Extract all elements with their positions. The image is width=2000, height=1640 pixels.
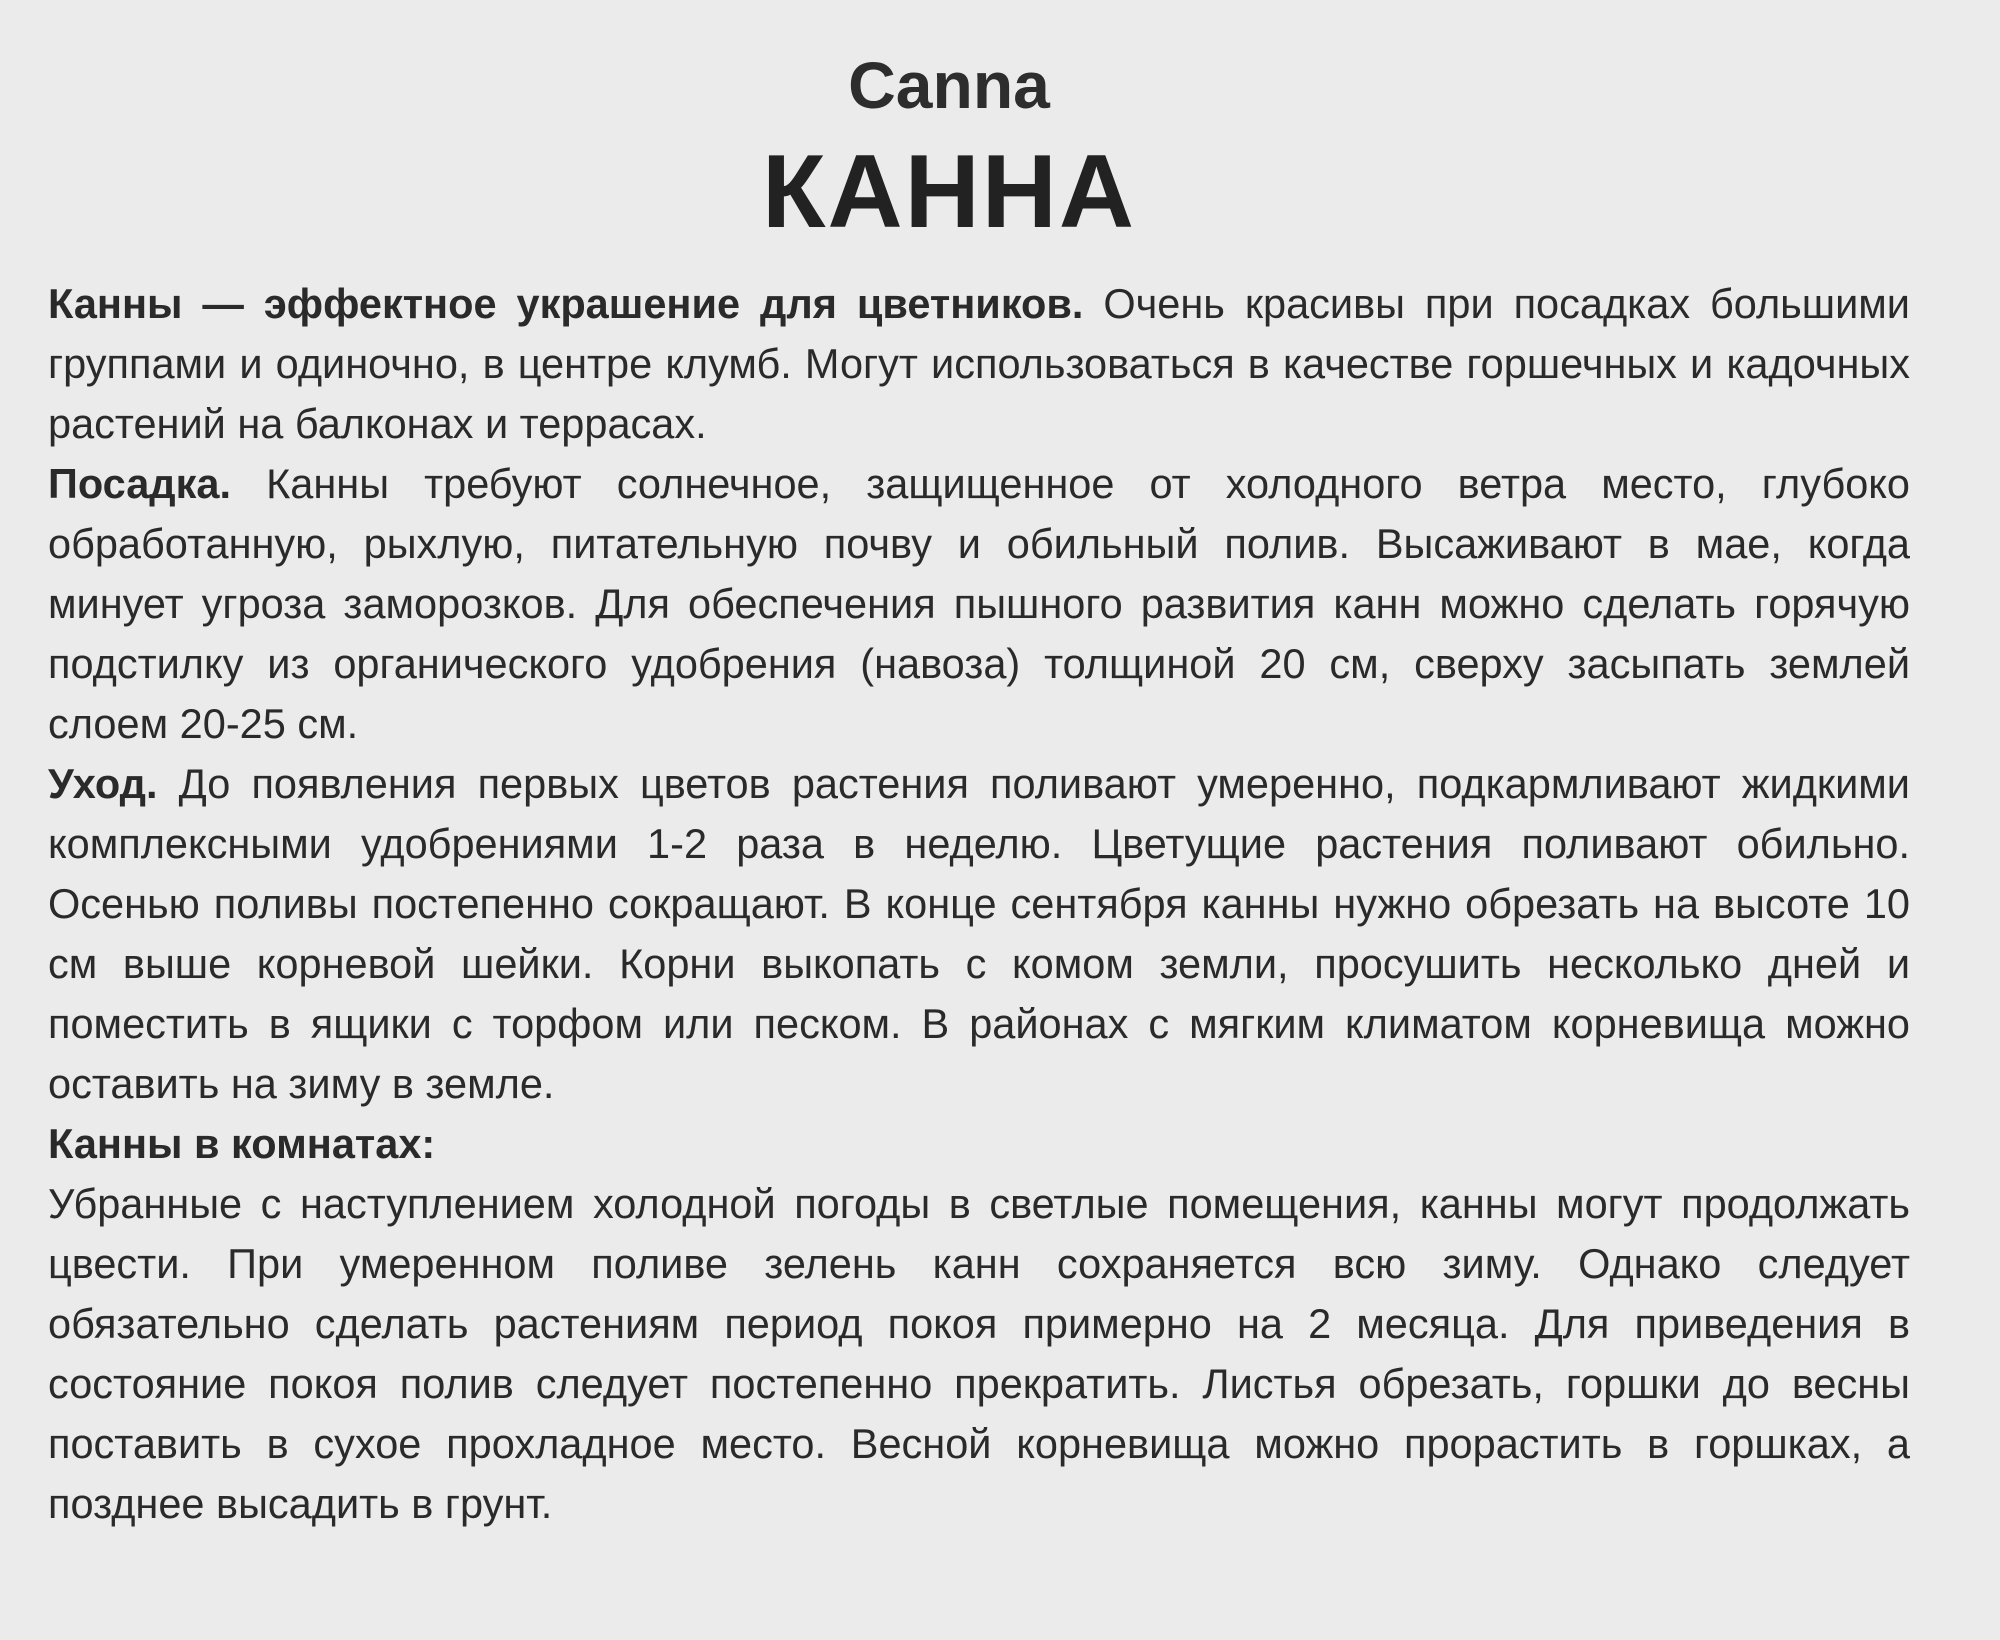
paragraph-intro xyxy=(48,274,1910,454)
latin-title: Canna xyxy=(848,48,1050,122)
rooms-heading: Канны в комнатах: xyxy=(48,1120,436,1167)
paragraph-planting xyxy=(48,454,1910,754)
paragraph-lead: Посадка. xyxy=(48,460,232,507)
paragraph-text: Очень красивы при посадках большими группами и одиночно, в центре клумб. Могут использоваться в качестве горшечных и кадочных растений на балконах и террасах. xyxy=(48,280,1910,447)
paragraph-text: До появления первых цветов растения поливают умеренно, подкармливают жидкими комплексными удобрениями 1-2 раза в неделю. Цветущие растения поливают обильно. Осенью поливы постепенно сокращают. В конце сентября канны нужно обрезать на высоте 10 см выше корневой шейки. Корни выкопать с комом земли, просушить несколько дней и поместить в ящики с торфом или песком. В районах с мягким климатом корневища можно оставить на зиму в земле. xyxy=(48,760,1910,1107)
main-title: КАННА xyxy=(762,134,1136,250)
paragraph-text: Канны требуют солнечное, защищенное от холодного ветра место, глубоко обработанную, рыхлую, питательную почву и обильный полив. Высаживают в мае, когда минует угроза заморозков. Для обеспечения пышного развития канн можно сделать горячую подстилку из органического удобрения (навоза) толщиной 20 см, сверху засыпать землей слоем 20-25 см. xyxy=(48,460,1910,747)
paragraph-rooms: Убранные с наступлением холодной погоды в светлые помещения, канны могут продолжать цвести. При умеренном поливе зелень канн сохраняется всю зиму. Однако следует обязательно сделать растениям период покоя примерно на 2 месяца. Для приведения в состояние покоя полив следует постепенно прекратить. Листья обрезать, горшки до весны поставить в сухое прохладное место. Весной корневища можно прорастить в горшках, а позднее высадить в грунт. xyxy=(48,1180,1910,1527)
paragraph-lead: Уход. xyxy=(48,760,158,807)
paragraph-care xyxy=(48,754,1910,1114)
paragraph-lead: Канны — эффектное украшение для цветников. xyxy=(48,280,1084,327)
text-body xyxy=(48,274,1910,1534)
